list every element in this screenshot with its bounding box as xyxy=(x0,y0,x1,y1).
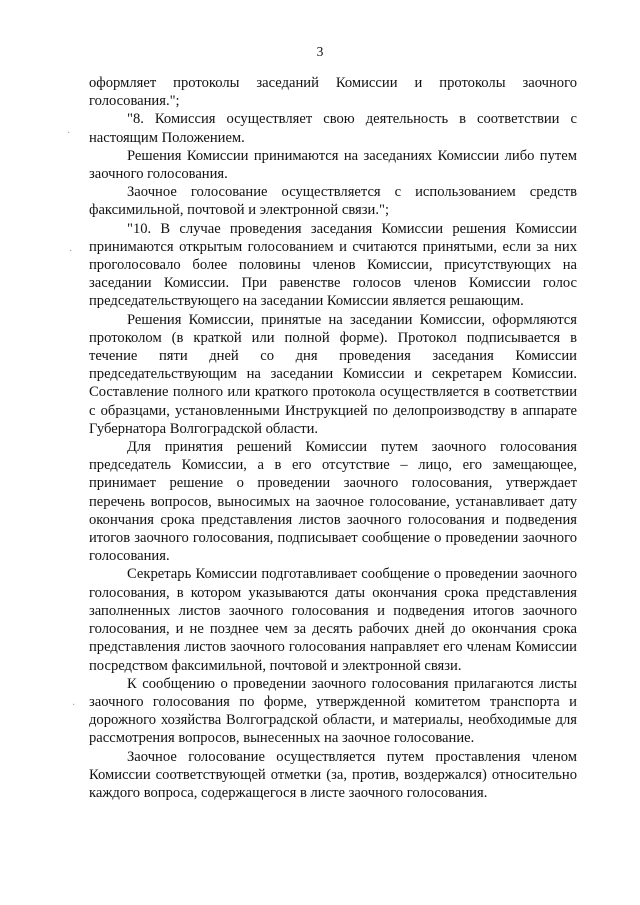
paragraph: Заочное голосование осуществляется с использованием средств факсимильной, почтовой и электронной связи."; xyxy=(89,184,577,219)
paragraph: оформляет протоколы заседаний Комиссии и протоколы заочного голосования."; xyxy=(89,75,577,110)
paragraph: Решения Комиссии принимаются на заседаниях Комиссии либо путем заочного голосования. xyxy=(89,147,577,183)
paragraph: "10. В случае проведения заседания Комиссии решения Комиссии принимаются открытым голосованием и считаются принятыми, если за них проголосовало более половины членов Комиссии, присутствующих на заседании Комиссии. При равенстве голосов членов Комиссии голос председательствующего на заседании Комиссии является решающим. xyxy=(89,220,577,310)
paragraph: "8. Комиссия осуществляет свою деятельность в соответствии с настоящим Положением. xyxy=(89,111,577,146)
document-body xyxy=(89,74,577,802)
paragraph: Секретарь Комиссии подготавливает сообщение о проведении заочного голосования, в котором указываются даты окончания срока представления заполненных листов заочного голосования и подведения итогов заочного голосования, и не позднее чем за десять рабочих дней до окончания срока представления листов заочного голосования направляет его членам Комиссии посредством факсимильной, почтовой и электронной связи. xyxy=(89,566,577,674)
paragraph: Заочное голосование осуществляется путем проставления членом Комиссии соответствующей отметки (за, против, воздержался) относительно каждого вопроса, содержащегося в листе заочного голосования. xyxy=(89,748,577,801)
paragraph: К сообщению о проведении заочного голосования прилагаются листы заочного голосования по форме, утвержденной комитетом транспорта и дорожного хозяйства Волгоградской области, и материалы, необходимые для рассмотрения вопросов, вынесенных на заочное голосование. xyxy=(89,675,577,747)
scan-artifact: · xyxy=(67,128,71,139)
scan-artifact: · xyxy=(69,246,73,257)
scan-artifact: · xyxy=(72,700,76,711)
paragraph: Для принятия решений Комиссии путем заочного голосования председатель Комиссии, а в его отсутствие – лицо, его замещающее, принимает решение о проведении заочного голосования, утверждает перечень вопросов, выносимых на заочное голосование, устанавливает дату окончания срока представления листов заочного голосования и подведения итогов заочного голосования, подписывает сообщение о проведении заочного голосования. xyxy=(89,439,577,565)
paragraph: Решения Комиссии, принятые на заседании Комиссии, оформляются протоколом (в краткой или полной форме). Протокол подписывается в течение пяти дней со дня проведения заседания Комиссии председательствующим на заседании Комиссии и секретарем Комиссии. Составление полного или краткого протокола осуществляется в соответствии с образцами, установленными Инструкцией по делопроизводству в аппарате Губернатора Волгоградской области. xyxy=(89,311,577,437)
page-number: 3 xyxy=(316,44,324,59)
